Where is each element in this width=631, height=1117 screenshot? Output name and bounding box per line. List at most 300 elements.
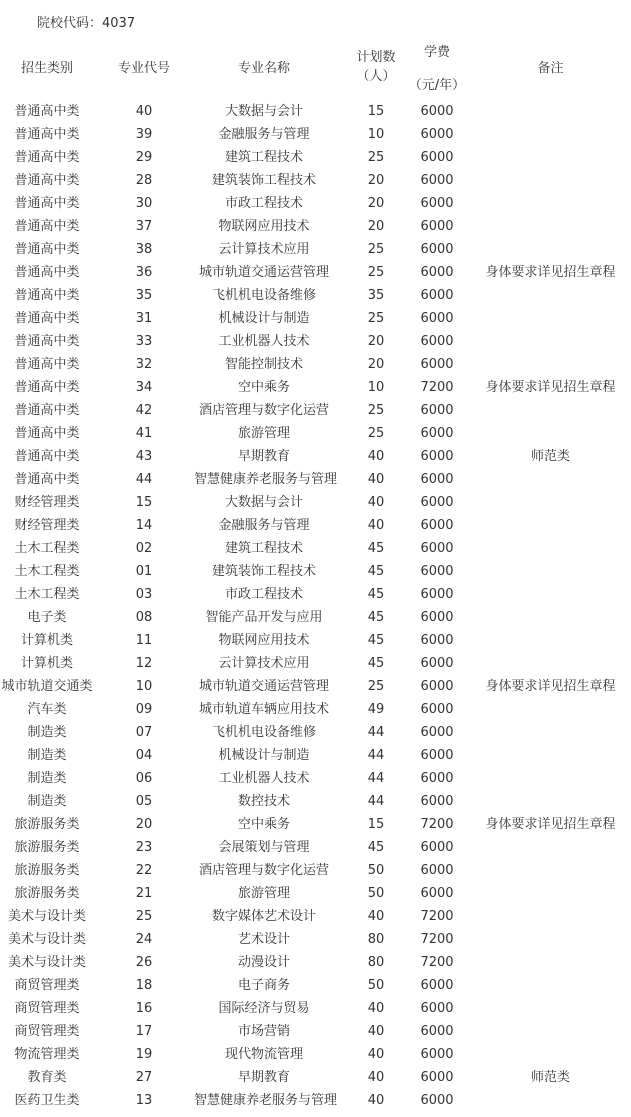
- cell-code: 19: [135, 1047, 153, 1062]
- table-row: [0, 974, 631, 997]
- cell-category: 制造类: [27, 725, 67, 740]
- cell-plan: 20: [367, 357, 385, 372]
- cell-fee: 6000: [420, 472, 454, 487]
- cell-plan: 49: [367, 702, 385, 717]
- cell-note: [470, 721, 631, 744]
- cell-category: 普通高中类: [14, 150, 80, 165]
- table-row: [0, 1020, 631, 1043]
- cell-note: 身体要求详见招生章程: [485, 380, 616, 395]
- cell-fee: 6000: [420, 265, 454, 280]
- cell-note: [470, 836, 631, 859]
- cell-plan: 40: [367, 1070, 385, 1085]
- cell-code: 12: [135, 656, 153, 671]
- cell-note: [470, 123, 631, 146]
- cell-category: 旅游服务类: [14, 840, 80, 855]
- cell-plan: 44: [367, 771, 385, 786]
- cell-fee: 6000: [420, 426, 454, 441]
- cell-plan: 44: [367, 748, 385, 763]
- cell-note: [470, 491, 631, 514]
- cell-note: [470, 997, 631, 1020]
- cell-name: 云计算技术应用: [218, 242, 310, 257]
- table-row: [0, 284, 631, 307]
- table-row: [0, 376, 631, 399]
- table-row: [0, 606, 631, 629]
- cell-name: 动漫设计: [237, 955, 290, 970]
- cell-name: 云计算技术应用: [218, 656, 310, 671]
- cell-code: 04: [135, 748, 153, 763]
- table-row: [0, 652, 631, 675]
- cell-fee: 6000: [420, 702, 454, 717]
- cell-fee: 6000: [420, 403, 454, 418]
- cell-note: [470, 951, 631, 974]
- cell-plan: 40: [367, 1001, 385, 1016]
- cell-code: 44: [135, 472, 153, 487]
- cell-name: 早期教育: [237, 1070, 290, 1085]
- cell-category: 财经管理类: [14, 495, 80, 510]
- cell-fee: 6000: [420, 863, 454, 878]
- cell-plan: 25: [367, 311, 385, 326]
- cell-note: [470, 307, 631, 330]
- cell-fee: 6000: [420, 1001, 454, 1016]
- cell-code: 13: [135, 1093, 153, 1108]
- header-name: [194, 40, 334, 98]
- cell-code: 09: [135, 702, 153, 717]
- cell-category: 普通高中类: [14, 426, 80, 441]
- cell-name: 市政工程技术: [224, 196, 303, 211]
- cell-fee: 6000: [420, 357, 454, 372]
- cell-code: 01: [135, 564, 153, 579]
- table-row: [0, 1066, 631, 1089]
- cell-code: 20: [135, 817, 153, 832]
- cell-fee: 6000: [420, 104, 454, 119]
- cell-category: 商贸管理类: [14, 1001, 80, 1016]
- table-row: [0, 583, 631, 606]
- cell-code: 26: [135, 955, 153, 970]
- cell-plan: 40: [367, 449, 385, 464]
- cell-name: 城市轨道车辆应用技术: [198, 702, 329, 717]
- cell-plan: 40: [367, 495, 385, 510]
- cell-plan: 45: [367, 541, 385, 556]
- cell-code: 10: [135, 679, 153, 694]
- cell-plan: 40: [367, 1047, 385, 1062]
- cell-note: [470, 100, 631, 123]
- cell-code: 41: [135, 426, 153, 441]
- cell-note: [470, 698, 631, 721]
- cell-plan: 40: [367, 1024, 385, 1039]
- cell-plan: 40: [367, 518, 385, 533]
- cell-name: 建筑工程技术: [224, 150, 303, 165]
- cell-code: 38: [135, 242, 153, 257]
- cell-plan: 10: [367, 380, 385, 395]
- cell-fee: 6000: [420, 518, 454, 533]
- table-row: [0, 514, 631, 537]
- cell-name: 空中乘务: [237, 817, 290, 832]
- cell-category: 普通高中类: [14, 472, 80, 487]
- cell-category: 电子类: [27, 610, 67, 625]
- cell-note: [470, 399, 631, 422]
- cell-name: 空中乘务: [237, 380, 290, 395]
- cell-code: 16: [135, 1001, 153, 1016]
- cell-category: 普通高中类: [14, 288, 80, 303]
- cell-fee: 6000: [420, 150, 454, 165]
- cell-code: 37: [135, 219, 153, 234]
- cell-code: 11: [135, 633, 153, 648]
- cell-name: 大数据与会计: [224, 495, 303, 510]
- cell-fee: 6000: [420, 173, 454, 188]
- cell-fee: 6000: [420, 840, 454, 855]
- header-fee-line2: （元/年）: [408, 78, 466, 93]
- table-row: [0, 790, 631, 813]
- cell-note: [470, 238, 631, 261]
- cell-fee: 6000: [420, 1024, 454, 1039]
- cell-name: 建筑装饰工程技术: [211, 564, 316, 579]
- cell-category: 医药卫生类: [14, 1093, 80, 1108]
- cell-name: 酒店管理与数字化运营: [198, 403, 329, 418]
- table-body: [0, 100, 631, 1112]
- header-code: [94, 40, 194, 98]
- cell-plan: 80: [367, 955, 385, 970]
- cell-name: 建筑装饰工程技术: [211, 173, 316, 188]
- cell-fee: 6000: [420, 610, 454, 625]
- table-row: [0, 698, 631, 721]
- cell-category: 普通高中类: [14, 242, 80, 257]
- cell-note: [470, 192, 631, 215]
- cell-fee: 6000: [420, 771, 454, 786]
- cell-category: 普通高中类: [14, 104, 80, 119]
- cell-name: 建筑工程技术: [224, 541, 303, 556]
- table-row: [0, 1043, 631, 1066]
- cell-plan: 44: [367, 794, 385, 809]
- cell-fee: 7200: [420, 817, 454, 832]
- header-fee-line1: 学费: [423, 45, 450, 60]
- cell-plan: 45: [367, 633, 385, 648]
- cell-fee: 6000: [420, 1070, 454, 1085]
- cell-fee: 6000: [420, 242, 454, 257]
- cell-fee: 6000: [420, 334, 454, 349]
- cell-plan: 40: [367, 472, 385, 487]
- header-plan-line1: 计划数: [356, 50, 396, 65]
- cell-plan: 45: [367, 564, 385, 579]
- cell-code: 06: [135, 771, 153, 786]
- cell-category: 城市轨道交通类: [1, 679, 93, 694]
- cell-code: 14: [135, 518, 153, 533]
- header-note-label: 备注: [537, 61, 564, 76]
- cell-name: 国际经济与贸易: [218, 1001, 310, 1016]
- cell-name: 数字媒体艺术设计: [211, 909, 316, 924]
- table-row: [0, 721, 631, 744]
- cell-name: 智能控制技术: [224, 357, 303, 372]
- cell-plan: 44: [367, 725, 385, 740]
- cell-note: [470, 514, 631, 537]
- cell-note: [470, 905, 631, 928]
- cell-category: 土木工程类: [14, 587, 80, 602]
- cell-fee: 6000: [420, 196, 454, 211]
- cell-plan: 20: [367, 196, 385, 211]
- cell-code: 33: [135, 334, 153, 349]
- cell-note: [470, 583, 631, 606]
- table-row: [0, 537, 631, 560]
- cell-code: 29: [135, 150, 153, 165]
- cell-code: 40: [135, 104, 153, 119]
- cell-plan: 20: [367, 334, 385, 349]
- cell-plan: 25: [367, 679, 385, 694]
- table-row: [0, 744, 631, 767]
- cell-name: 飞机机电设备维修: [211, 725, 316, 740]
- cell-name: 大数据与会计: [224, 104, 303, 119]
- cell-fee: 6000: [420, 1093, 454, 1108]
- cell-name: 城市轨道交通运营管理: [198, 265, 329, 280]
- table-row: [0, 399, 631, 422]
- cell-code: 39: [135, 127, 153, 142]
- cell-code: 42: [135, 403, 153, 418]
- cell-note: 身体要求详见招生章程: [485, 817, 616, 832]
- cell-note: [470, 882, 631, 905]
- cell-category: 物流管理类: [14, 1047, 80, 1062]
- cell-code: 32: [135, 357, 153, 372]
- table-row: [0, 353, 631, 376]
- table-row: [0, 146, 631, 169]
- header-code-label: 专业代号: [117, 61, 170, 76]
- cell-note: 师范类: [530, 1070, 570, 1085]
- table-row: [0, 767, 631, 790]
- cell-category: 旅游服务类: [14, 817, 80, 832]
- cell-code: 21: [135, 886, 153, 901]
- cell-note: [470, 537, 631, 560]
- table-row: [0, 169, 631, 192]
- cell-category: 商贸管理类: [14, 1024, 80, 1039]
- cell-category: 教育类: [27, 1070, 67, 1085]
- cell-name: 市场营销: [237, 1024, 290, 1039]
- cell-note: [470, 468, 631, 491]
- cell-note: [470, 928, 631, 951]
- cell-category: 美术与设计类: [7, 932, 86, 947]
- cell-plan: 25: [367, 403, 385, 418]
- cell-plan: 10: [367, 127, 385, 142]
- cell-category: 美术与设计类: [7, 955, 86, 970]
- cell-name: 数控技术: [237, 794, 290, 809]
- table-row: [0, 1089, 631, 1112]
- cell-code: 31: [135, 311, 153, 326]
- cell-category: 普通高中类: [14, 403, 80, 418]
- cell-plan: 50: [367, 978, 385, 993]
- cell-plan: 45: [367, 587, 385, 602]
- table-row: [0, 468, 631, 491]
- cell-fee: 6000: [420, 541, 454, 556]
- cell-name: 金融服务与管理: [218, 127, 310, 142]
- cell-category: 旅游服务类: [14, 886, 80, 901]
- cell-code: 05: [135, 794, 153, 809]
- cell-category: 制造类: [27, 794, 67, 809]
- cell-plan: 35: [367, 288, 385, 303]
- cell-name: 旅游管理: [237, 886, 290, 901]
- table-row: [0, 928, 631, 951]
- header-fee: [404, 40, 470, 98]
- cell-code: 07: [135, 725, 153, 740]
- cell-note: [470, 353, 631, 376]
- cell-note: [470, 629, 631, 652]
- cell-code: 27: [135, 1070, 153, 1085]
- cell-fee: 6000: [420, 1047, 454, 1062]
- cell-name: 智慧健康养老服务与管理: [194, 1093, 338, 1108]
- cell-name: 电子商务: [237, 978, 290, 993]
- cell-note: [470, 1043, 631, 1066]
- cell-fee: 7200: [420, 932, 454, 947]
- cell-category: 普通高中类: [14, 357, 80, 372]
- cell-category: 土木工程类: [14, 541, 80, 556]
- cell-plan: 45: [367, 656, 385, 671]
- cell-note: [470, 974, 631, 997]
- cell-plan: 40: [367, 909, 385, 924]
- cell-fee: 7200: [420, 955, 454, 970]
- cell-note: 身体要求详见招生章程: [485, 265, 616, 280]
- cell-category: 普通高中类: [14, 127, 80, 142]
- header-plan: [348, 40, 404, 98]
- table-row: [0, 997, 631, 1020]
- table-header: [0, 40, 631, 98]
- table-row: [0, 905, 631, 928]
- cell-category: 普通高中类: [14, 380, 80, 395]
- cell-note: [470, 284, 631, 307]
- table-row: [0, 307, 631, 330]
- cell-category: 计算机类: [20, 633, 73, 648]
- cell-name: 飞机机电设备维修: [211, 288, 316, 303]
- cell-fee: 6000: [420, 288, 454, 303]
- cell-name: 金融服务与管理: [218, 518, 310, 533]
- table-row: [0, 123, 631, 146]
- cell-name: 机械设计与制造: [218, 311, 310, 326]
- cell-note: [470, 790, 631, 813]
- cell-fee: 6000: [420, 725, 454, 740]
- cell-fee: 6000: [420, 978, 454, 993]
- cell-category: 计算机类: [20, 656, 73, 671]
- cell-fee: 7200: [420, 909, 454, 924]
- header-category-label: 招生类别: [20, 61, 73, 76]
- cell-note: [470, 146, 631, 169]
- cell-category: 普通高中类: [14, 173, 80, 188]
- cell-plan: 80: [367, 932, 385, 947]
- cell-fee: 7200: [420, 380, 454, 395]
- table-row: [0, 330, 631, 353]
- cell-fee: 6000: [420, 748, 454, 763]
- cell-plan: 45: [367, 840, 385, 855]
- school-code-label: 院校代码：4037: [37, 16, 136, 31]
- cell-category: 制造类: [27, 748, 67, 763]
- table-row: [0, 675, 631, 698]
- cell-note: [470, 744, 631, 767]
- cell-name: 智慧健康养老服务与管理: [194, 472, 338, 487]
- cell-plan: 25: [367, 426, 385, 441]
- cell-fee: 6000: [420, 656, 454, 671]
- cell-name: 酒店管理与数字化运营: [198, 863, 329, 878]
- cell-code: 02: [135, 541, 153, 556]
- cell-plan: 50: [367, 863, 385, 878]
- cell-plan: 15: [367, 104, 385, 119]
- table-row: [0, 951, 631, 974]
- header-note: [470, 40, 631, 98]
- cell-note: [470, 859, 631, 882]
- cell-name: 早期教育: [237, 449, 290, 464]
- cell-fee: 6000: [420, 564, 454, 579]
- cell-category: 普通高中类: [14, 196, 80, 211]
- cell-note: [470, 422, 631, 445]
- cell-plan: 25: [367, 242, 385, 257]
- cell-code: 22: [135, 863, 153, 878]
- cell-code: 43: [135, 449, 153, 464]
- cell-name: 城市轨道交通运营管理: [198, 679, 329, 694]
- cell-name: 艺术设计: [237, 932, 290, 947]
- table-row: [0, 261, 631, 284]
- cell-plan: 20: [367, 173, 385, 188]
- cell-code: 17: [135, 1024, 153, 1039]
- cell-plan: 25: [367, 150, 385, 165]
- cell-fee: 6000: [420, 633, 454, 648]
- cell-code: 08: [135, 610, 153, 625]
- cell-fee: 6000: [420, 219, 454, 234]
- table-row: [0, 192, 631, 215]
- cell-note: [470, 1089, 631, 1112]
- header-plan-line2: （人）: [356, 69, 396, 84]
- cell-category: 土木工程类: [14, 564, 80, 579]
- cell-fee: 6000: [420, 886, 454, 901]
- cell-plan: 45: [367, 610, 385, 625]
- cell-fee: 6000: [420, 495, 454, 510]
- table-row: [0, 629, 631, 652]
- cell-code: 25: [135, 909, 153, 924]
- cell-name: 旅游管理: [237, 426, 290, 441]
- cell-fee: 6000: [420, 127, 454, 142]
- cell-name: 智能产品开发与应用: [205, 610, 323, 625]
- cell-note: [470, 169, 631, 192]
- cell-fee: 6000: [420, 449, 454, 464]
- cell-category: 汽车类: [27, 702, 67, 717]
- cell-note: [470, 560, 631, 583]
- cell-category: 制造类: [27, 771, 67, 786]
- cell-code: 03: [135, 587, 153, 602]
- table-row: [0, 100, 631, 123]
- cell-fee: 6000: [420, 311, 454, 326]
- table-row: [0, 836, 631, 859]
- cell-category: 普通高中类: [14, 311, 80, 326]
- cell-note: [470, 652, 631, 675]
- cell-name: 工业机器人技术: [218, 334, 310, 349]
- cell-code: 36: [135, 265, 153, 280]
- table-row: [0, 882, 631, 905]
- cell-name: 物联网应用技术: [218, 633, 310, 648]
- cell-plan: 15: [367, 817, 385, 832]
- cell-note: 身体要求详见招生章程: [485, 679, 616, 694]
- header-category: [0, 40, 94, 98]
- cell-plan: 20: [367, 219, 385, 234]
- header-name-label: 专业名称: [237, 61, 290, 76]
- cell-code: 15: [135, 495, 153, 510]
- table-row: [0, 859, 631, 882]
- table-row: [0, 422, 631, 445]
- cell-note: [470, 1020, 631, 1043]
- table-row: [0, 813, 631, 836]
- cell-name: 会展策划与管理: [218, 840, 310, 855]
- cell-note: [470, 767, 631, 790]
- cell-note: [470, 330, 631, 353]
- cell-name: 机械设计与制造: [218, 748, 310, 763]
- cell-name: 工业机器人技术: [218, 771, 310, 786]
- cell-code: 35: [135, 288, 153, 303]
- table-row: [0, 491, 631, 514]
- cell-category: 财经管理类: [14, 518, 80, 533]
- cell-plan: 40: [367, 1093, 385, 1108]
- cell-code: 24: [135, 932, 153, 947]
- cell-category: 旅游服务类: [14, 863, 80, 878]
- cell-plan: 50: [367, 886, 385, 901]
